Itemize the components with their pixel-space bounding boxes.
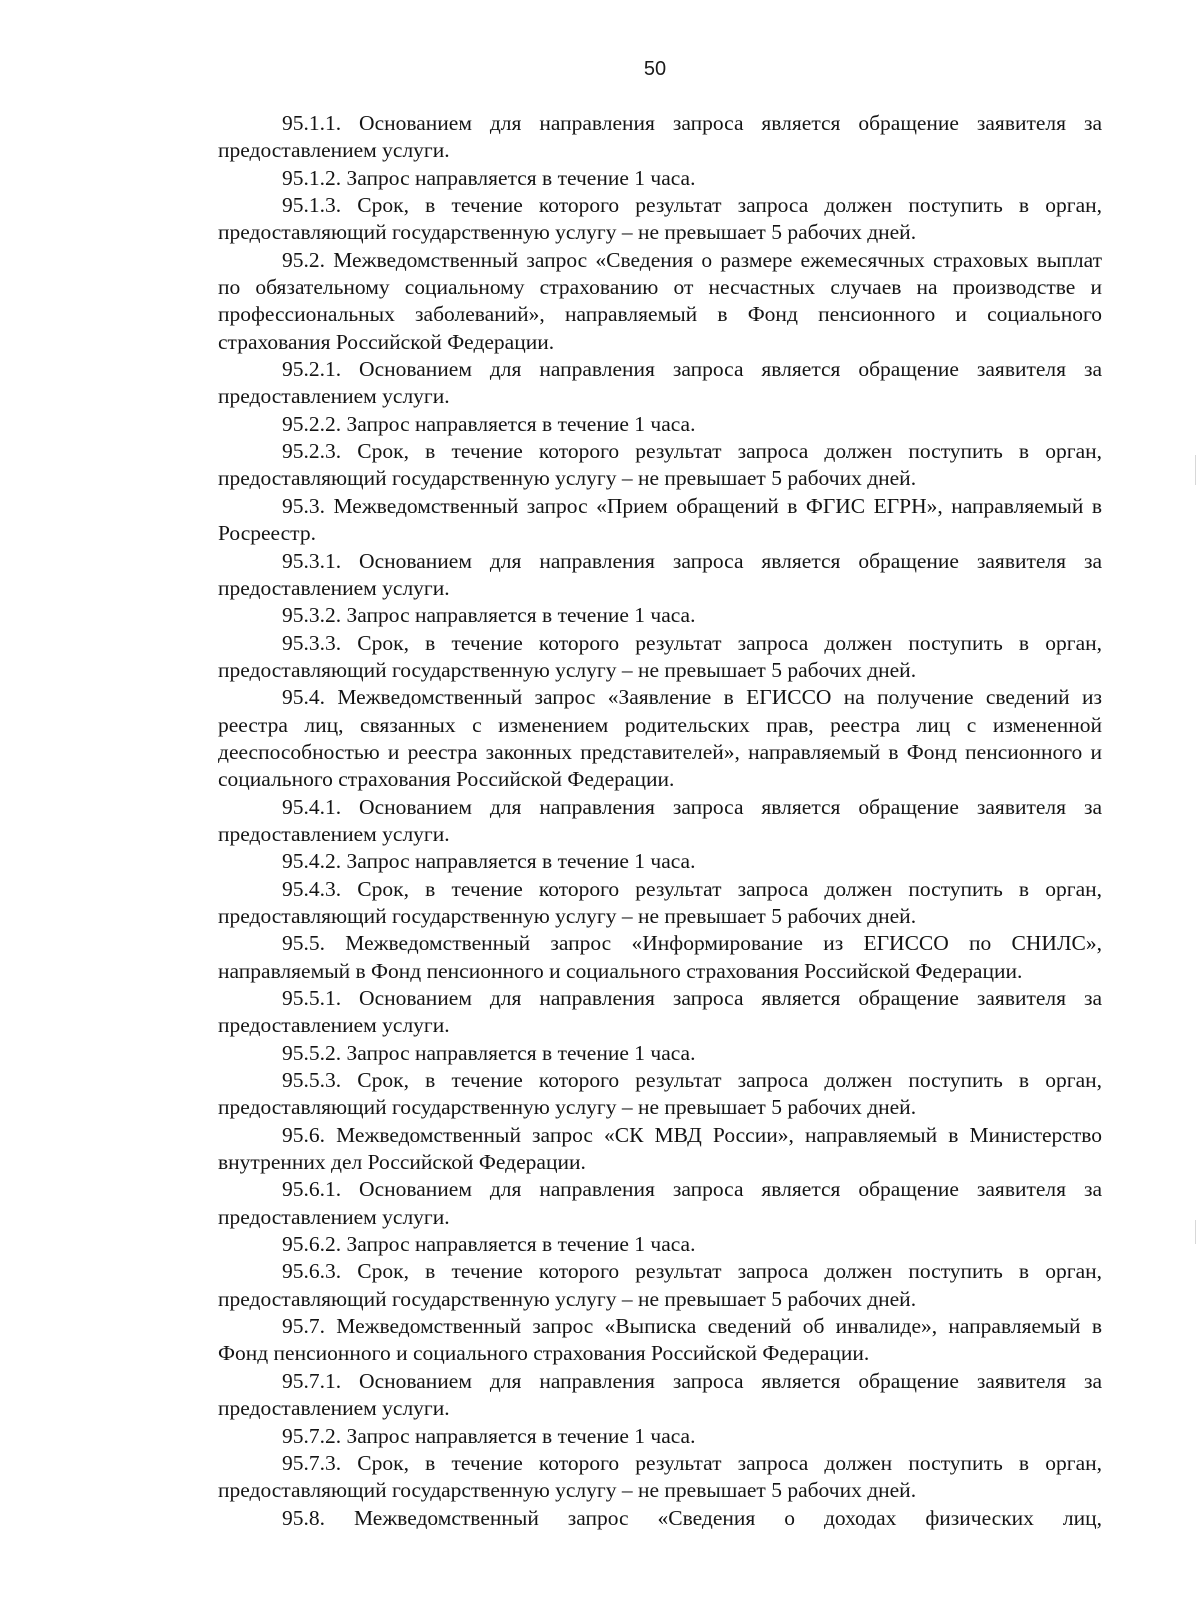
paragraph: 95.1.2. Запрос направляется в течение 1 часа. xyxy=(282,165,696,190)
paragraph: 95.8. Межведомственный запрос «Сведения о доходах физических лиц, xyxy=(282,1505,1102,1530)
paragraph: 95.5. Межведомственный запрос «Информирование из ЕГИССО по СНИЛС», направляемый в Фонд пенсионного и социального страхования Российской Федерации. xyxy=(218,931,1102,983)
paragraph: 95.1.1. Основанием для направления запроса является обращение заявителя за предоставлением услуги. xyxy=(218,111,1102,163)
paragraph: 95.6. Межведомственный запрос «СК МВД России», направляемый в Министерство внутренних дел Российской Федерации. xyxy=(218,1122,1102,1175)
paragraph: 95.7.2. Запрос направляется в течение 1 часа. xyxy=(282,1423,696,1448)
paragraph: 95.3.3. Срок, в течение которого результат запроса должен поступить в орган, предоставляющий государственную услугу – не превышает 5 рабочих дней. xyxy=(218,630,1102,682)
paragraph: 95.2.1. Основанием для направления запроса является обращение заявителя за предоставлением услуги. xyxy=(218,357,1102,409)
paragraph: 95.7.1. Основанием для направления запроса является обращение заявителя за предоставлением услуги. xyxy=(218,1368,1102,1421)
paragraph: 95.4. Межведомственный запрос «Заявление в ЕГИССО на получение сведений из реестра лиц, связанных с изменением родительских прав, реестра лиц с измененной дееспособностью и реестра законных представителей», направляемый в Фонд пенсионного и социального страхования Российской Федерации. xyxy=(218,685,1102,792)
paragraph: 95.2. Межведомственный запрос «Сведения о размере ежемесячных страховых выплат по обязательному социальному страхованию от несчастных случаев на производстве и профессиональных заболеваний», направляемый в Фонд пенсионного и социального страхования Российской Федерации. xyxy=(218,247,1102,354)
page-number: 50 xyxy=(643,58,667,80)
document-body xyxy=(218,110,1102,1532)
paragraph: 95.3. Межведомственный запрос «Прием обращений в ФГИС ЕГРН», направляемый в Росреестр. xyxy=(218,493,1102,546)
paragraph: 95.1.3. Срок, в течение которого результат запроса должен поступить в орган, предоставляющий государственную услугу – не превышает 5 рабочих дней. xyxy=(218,193,1102,245)
paragraph: 95.5.3. Срок, в течение которого результат запроса должен поступить в орган, предоставляющий государственную услугу – не превышает 5 рабочих дней. xyxy=(218,1068,1102,1120)
paragraph: 95.4.1. Основанием для направления запроса является обращение заявителя за предоставлением услуги. xyxy=(218,794,1102,846)
paragraph: 95.7.3. Срок, в течение которого результат запроса должен поступить в орган, предоставляющий государственную услугу – не превышает 5 рабочих дней. xyxy=(218,1450,1102,1503)
paragraph: 95.6.3. Срок, в течение которого результат запроса должен поступить в орган, предоставляющий государственную услугу – не превышает 5 рабочих дней. xyxy=(218,1259,1102,1311)
scan-edge-mark xyxy=(1195,455,1196,485)
paragraph: 95.5.2. Запрос направляется в течение 1 часа. xyxy=(282,1040,696,1065)
paragraph: 95.3.2. Запрос направляется в течение 1 часа. xyxy=(282,603,696,628)
paragraph: 95.2.3. Срок, в течение которого результат запроса должен поступить в орган, предоставляющий государственную услугу – не превышает 5 рабочих дней. xyxy=(218,439,1102,491)
scan-edge-mark xyxy=(1195,1220,1196,1244)
paragraph: 95.6.1. Основанием для направления запроса является обращение заявителя за предоставлением услуги. xyxy=(218,1177,1102,1229)
paragraph: 95.4.3. Срок, в течение которого результат запроса должен поступить в орган, предоставляющий государственную услугу – не превышает 5 рабочих дней. xyxy=(218,876,1102,928)
paragraph: 95.5.1. Основанием для направления запроса является обращение заявителя за предоставлением услуги. xyxy=(218,986,1102,1038)
paragraph: 95.4.2. Запрос направляется в течение 1 часа. xyxy=(282,849,696,874)
paragraph: 95.3.1. Основанием для направления запроса является обращение заявителя за предоставлением услуги. xyxy=(218,548,1102,600)
paragraph: 95.7. Межведомственный запрос «Выписка сведений об инвалиде», направляемый в Фонд пенсионного и социального страхования Российской Федерации. xyxy=(218,1314,1102,1366)
paragraph: 95.6.2. Запрос направляется в течение 1 часа. xyxy=(282,1232,696,1257)
paragraph: 95.2.2. Запрос направляется в течение 1 часа. xyxy=(282,411,696,436)
